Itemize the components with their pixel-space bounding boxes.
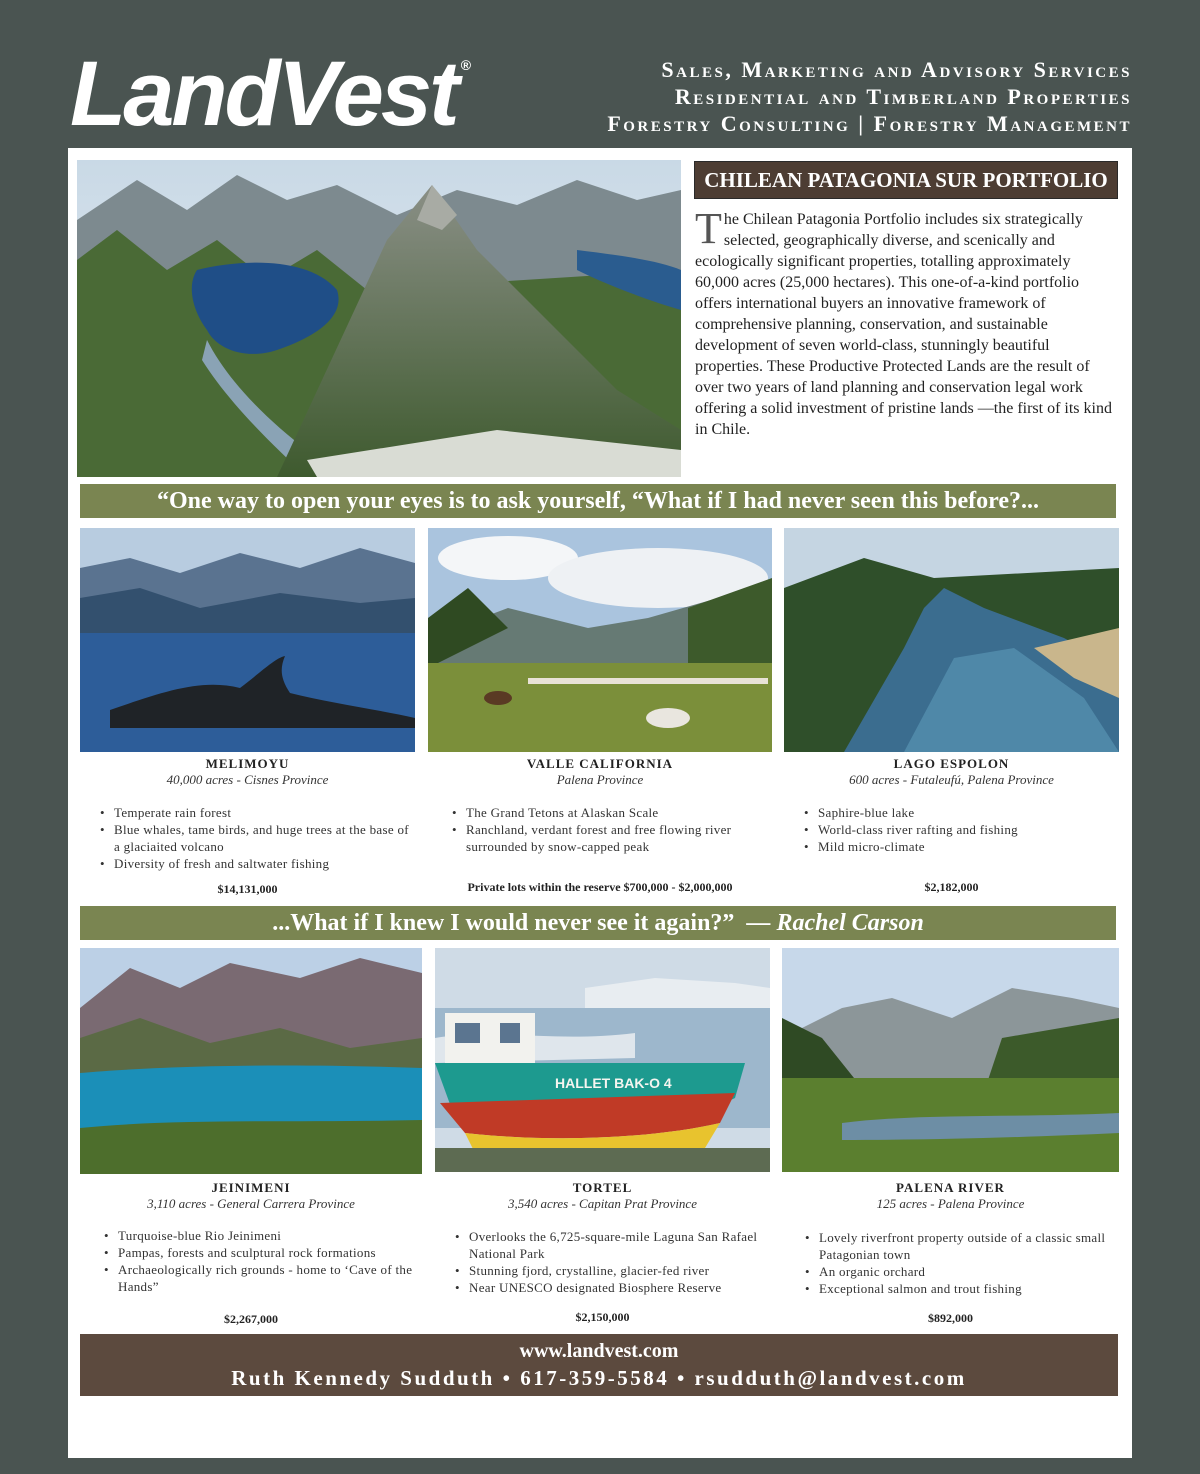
logo-text: LandVest xyxy=(70,43,457,145)
list-item: • An organic orchard xyxy=(803,1263,1123,1280)
property-sub-tortel: 3,540 acres - Capitan Prat Province xyxy=(508,1196,697,1211)
list-item: • Pampas, forests and sculptural rock formations xyxy=(102,1244,422,1261)
photo-tortel-boat xyxy=(435,948,770,1172)
bullets-palena-river xyxy=(803,1229,1123,1297)
price-tortel: $2,150,000 xyxy=(575,1310,630,1324)
property-sub-palena-river: 125 acres - Palena Province xyxy=(876,1196,1025,1211)
list-item: • World-class river rafting and fishing xyxy=(802,821,1122,838)
list-item: • Near UNESCO designated Biosphere Reserve xyxy=(453,1279,773,1296)
list-item: • Turquoise-blue Rio Jeinimeni xyxy=(102,1227,422,1244)
property-name-valle-california: VALLE CALIFORNIA xyxy=(526,756,674,771)
website-link[interactable]: www.landvest.com xyxy=(519,1340,679,1362)
list-item: • Exceptional salmon and trout fishing xyxy=(803,1280,1123,1297)
property-sub-melimoyu: 40,000 acres - Cisnes Province xyxy=(166,772,329,787)
quote-banner-2 xyxy=(80,906,1116,940)
list-item: • Blue whales, tame birds, and huge trees at the base of a glaciaited volcano xyxy=(98,821,418,855)
services-line-3: Forestry Consulting | Forestry Management xyxy=(607,111,1132,136)
list-item: • Overlooks the 6,725-square-mile Laguna San Rafael National Park xyxy=(453,1228,773,1262)
bullets-jeinimeni xyxy=(102,1227,422,1295)
contact-footer xyxy=(80,1334,1118,1396)
portfolio-title: CHILEAN PATAGONIA SUR PORTFOLIO xyxy=(694,161,1118,199)
property-name-melimoyu: MELIMOYU xyxy=(205,756,290,771)
list-item: • Lovely riverfront property outside of a classic small Patagonian town xyxy=(803,1229,1123,1263)
list-item: • Stunning fjord, crystalline, glacier-fed river xyxy=(453,1262,773,1279)
services-line-2: Residential and Timberland Properties xyxy=(674,84,1132,109)
photo-melimoyu-whale xyxy=(80,528,415,752)
price-melimoyu: $14,131,000 xyxy=(217,882,278,896)
property-name-jeinimeni: JEINIMENI xyxy=(211,1180,291,1195)
quote-line-2: ...What if I knew I would never see it again?” xyxy=(272,910,735,936)
bullets-lago-espolon xyxy=(802,804,1122,855)
photo-palena-river xyxy=(782,948,1119,1172)
landvest-logo xyxy=(70,43,472,145)
photo-valle-california-horses xyxy=(428,528,772,752)
hero-photo-fjord xyxy=(77,160,681,477)
boat-name: HALLET BAK-O 4 xyxy=(555,1075,672,1091)
list-item: • Diversity of fresh and saltwater fishing xyxy=(98,855,418,872)
price-valle-california: Private lots within the reserve $700,000 - $2,000,000 xyxy=(467,880,733,894)
intro-paragraph xyxy=(695,204,1115,440)
list-item: • Ranchland, verdant forest and free flowing river surrounded by snow-capped peak xyxy=(450,821,775,855)
property-sub-jeinimeni: 3,110 acres - General Carrera Province xyxy=(147,1196,355,1211)
bullets-melimoyu xyxy=(98,804,418,872)
services-line-1: Sales, Marketing and Advisory Services xyxy=(661,57,1132,82)
quote-attribution: — Rachel Carson xyxy=(746,910,924,936)
intro-body: he Chilean Patagonia Portfolio includes six strategically selected, geographically diverse, and scenically and ecologically significant properties, totalling approximately 60,000 acres (25,000 hectares). This one-of-a-kind portfolio offers international buyers an innovative framework of comprehensive planning, conservation, and sustainable development of seven world-class, stunningly beautiful properties. These Productive Protected Lands are the result of over two years of land planning and conservation legal work offering a solid investment of pristine lands —the first of its kind in Chile. xyxy=(695,211,1112,438)
hq-address-line xyxy=(68,1407,1132,1429)
photo-lago-espolon-lake xyxy=(784,528,1119,752)
price-palena-river: $892,000 xyxy=(928,1311,973,1325)
price-jeinimeni: $2,267,000 xyxy=(224,1312,278,1326)
contact-line: Ruth Kennedy Sudduth • 617-359-5584 • rsudduth@landvest.com xyxy=(231,1366,967,1390)
registered-mark: ® xyxy=(460,57,472,73)
photo-jeinimeni-lake xyxy=(80,948,422,1174)
price-lago-espolon: $2,182,000 xyxy=(924,880,979,894)
bullets-tortel xyxy=(453,1228,773,1296)
property-name-tortel: TORTEL xyxy=(572,1180,633,1195)
list-item: • The Grand Tetons at Alaskan Scale xyxy=(450,804,775,821)
list-item: • Mild micro-climate xyxy=(802,838,1122,855)
services-tagline xyxy=(607,56,1132,137)
hq-label: LandVest HQ: xyxy=(68,1407,194,1428)
intro-dropcap: T xyxy=(695,204,722,253)
list-item: • Temperate rain forest xyxy=(98,804,418,821)
property-sub-lago-espolon: 600 acres - Futaleufú, Palena Province xyxy=(849,772,1054,787)
property-name-lago-espolon: LAGO ESPOLON xyxy=(893,756,1010,771)
bullets-valle-california xyxy=(450,804,775,855)
property-name-palena-river: PALENA RIVER xyxy=(896,1180,1005,1195)
list-item: • Archaeologically rich grounds - home to ‘Cave of the Hands” xyxy=(102,1261,422,1295)
quote-banner-1: “One way to open your eyes is to ask yourself, “What if I had never seen this before?... xyxy=(80,484,1116,518)
list-item: • Saphire-blue lake xyxy=(802,804,1122,821)
hq-text: Ten Post Office Square, Boston, MA | 16 Center Street Concord, NH | Regional Offices: GA•MA•ME•NH•NY•OR•PA•VT xyxy=(201,1412,1014,1427)
property-sub-valle-california: Palena Province xyxy=(556,772,644,787)
